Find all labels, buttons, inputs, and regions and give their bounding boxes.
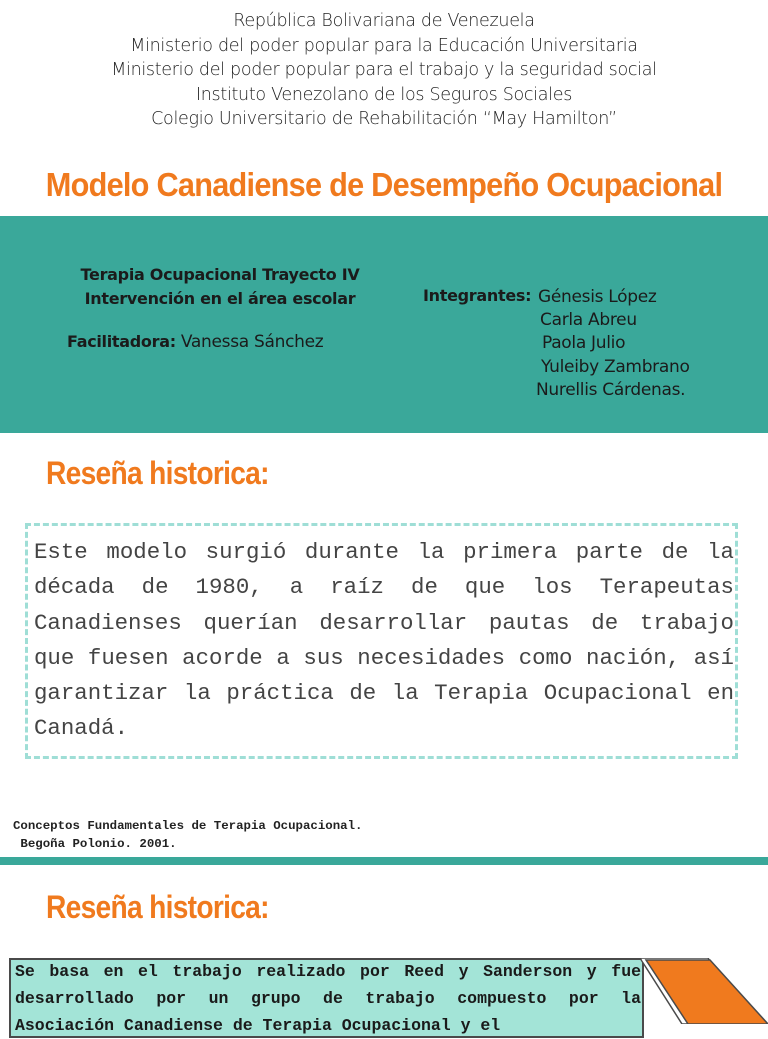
history-paragraph: Este modelo surgió durante la primera parte de la década de 1980, a raíz de que los Terapeutas Canadienses querían desarrollar pautas de trabajo que fuesen acorde a sus necesidades como nación, así garantizar la práctica de la Terapia Ocupacional en Canadá.	[34, 539, 734, 742]
citation-line: Conceptos Fundamentales de Terapia Ocupacional.	[13, 819, 363, 833]
members-label: Integrantes:	[423, 286, 532, 305]
member-name: Génesis López	[538, 287, 657, 307]
course-info	[64, 263, 376, 311]
section-title: Reseña historica:	[46, 455, 269, 491]
institution-line: República Bolivariana de Venezuela	[233, 11, 535, 31]
citation-line: Begoña Polonio. 2001.	[13, 837, 177, 851]
institution-line: Ministerio del poder popular para el trabajo y la seguridad social	[111, 60, 657, 80]
chevron-arrow-icon	[640, 958, 768, 1024]
institution-line: Ministerio del poder popular para la Educación Universitaria	[130, 35, 638, 56]
institution-line: Instituto Venezolano de los Seguros Sociales	[195, 84, 573, 105]
institution-header	[0, 9, 768, 132]
member-name: Carla Abreu	[540, 310, 637, 331]
facilitator-name: Vanessa Sánchez	[180, 332, 324, 352]
section-title: Reseña historica:	[46, 889, 269, 925]
member-name: Nurellis Cárdenas.	[536, 379, 686, 400]
institution-line: Colegio Universitario de Rehabilitación “May Hamilton”	[151, 109, 617, 129]
history-paragraph: Se basa en el trabajo realizado por Reed y Sanderson y fue desarrollado por un grupo de trabajo compuesto por la Asociación Canadiense de Terapia Ocupacional y el	[15, 962, 641, 1035]
facilitator-label: Facilitadora:	[67, 332, 176, 351]
page-title: Modelo Canadiense de Desempeño Ocupacional	[45, 166, 723, 203]
divider-stripe	[0, 857, 768, 865]
citation	[13, 817, 362, 853]
course-topic: Intervención en el área escolar	[84, 289, 356, 308]
course-name: Terapia Ocupacional Trayecto IV	[80, 265, 360, 284]
facilitator	[67, 332, 323, 352]
member-name: Paola Julio	[542, 333, 626, 354]
member-name: Yuleiby Zambrano	[541, 356, 690, 377]
members-list	[534, 286, 690, 402]
